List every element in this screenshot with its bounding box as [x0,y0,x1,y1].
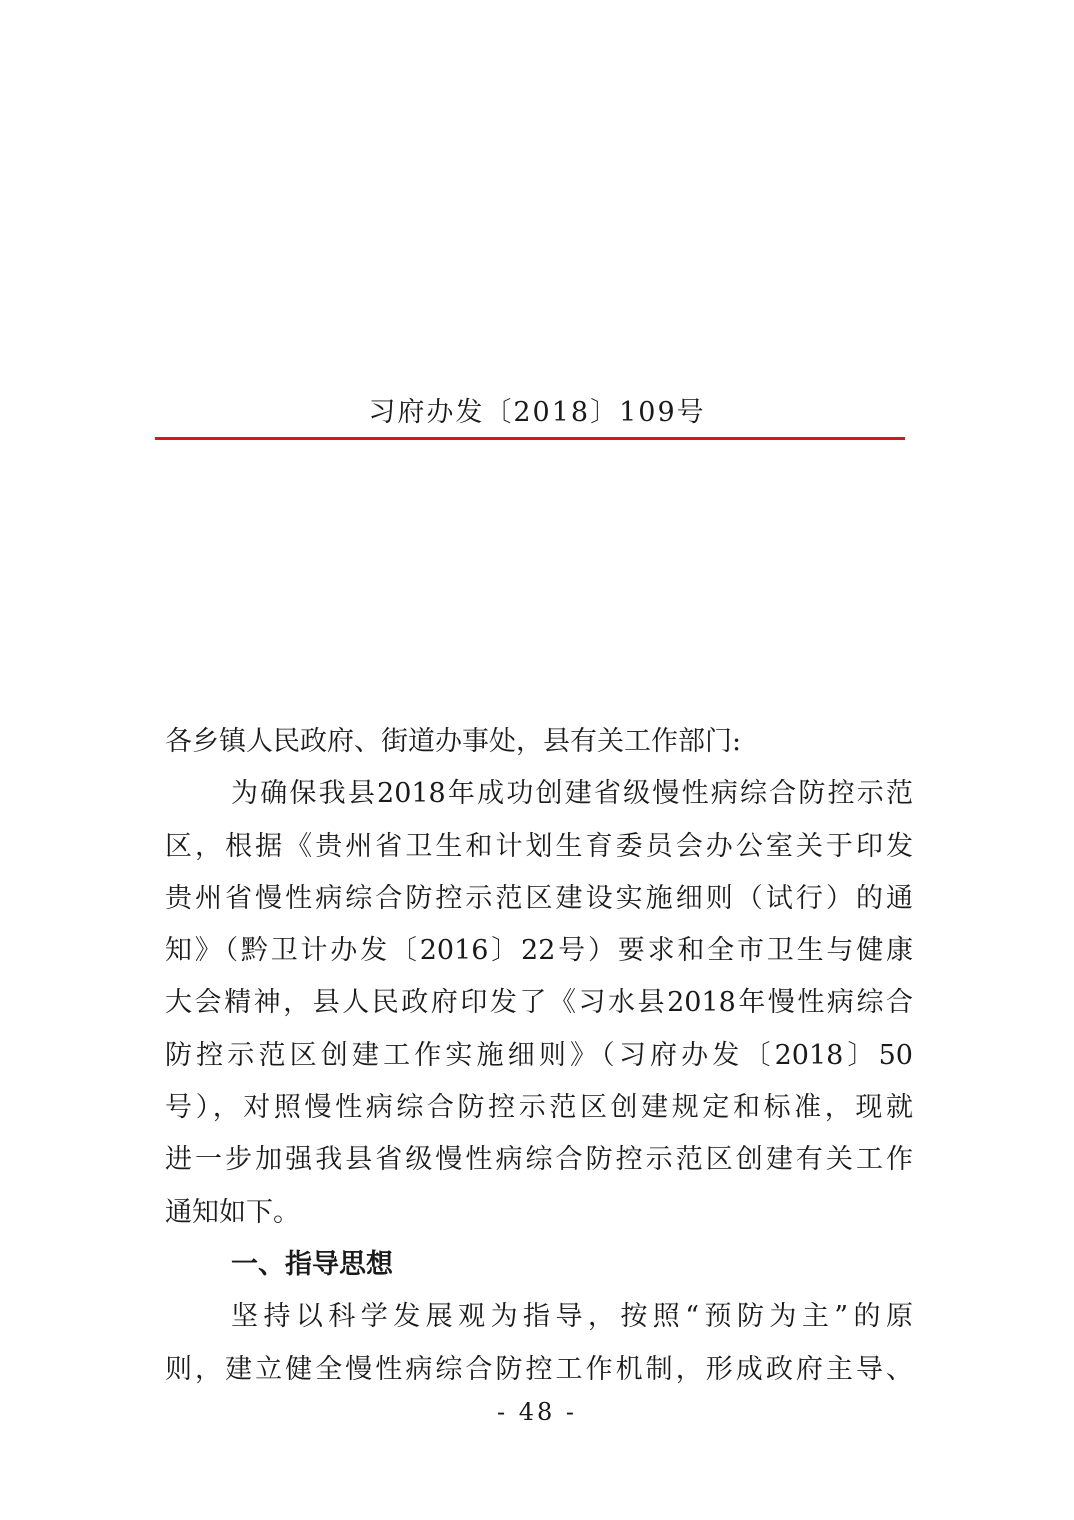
paragraph-line: 贵州省慢性病综合防控示范区建设实施细则（试行）的通 [165,882,913,914]
paragraph-line: 防控示范区创建工作实施细则》（习府办发〔2018〕50 [165,1039,913,1071]
section-heading: 一、指导思想 [231,1248,393,1280]
paragraph-line: 坚持以科学发展观为指导，按照“预防为主”的原 [231,1301,913,1333]
red-header-rule [155,437,905,440]
salutation: 各乡镇人民政府、街道办事处，县有关工作部门: [165,726,742,757]
paragraph-line: 则，建立健全慢性病综合防控工作机制，形成政府主导、 [165,1353,913,1385]
paragraph-line: 区，根据《贵州省卫生和计划生育委员会办公室关于印发 [165,830,913,862]
paragraph-line: 通知如下。 [165,1196,300,1228]
page-number: - 48 - [496,1398,577,1426]
document-body [165,716,913,1396]
paragraph-line: 大会精神，县人民政府印发了《习水县2018年慢性病综合 [165,987,913,1019]
paragraph-line: 知》（黔卫计办发〔2016〕22号）要求和全市卫生与健康 [165,935,913,967]
paragraph-line: 进一步加强我县省级慢性病综合防控示范区创建有关工作 [165,1144,913,1176]
paragraph-line: 号），对照慢性病综合防控示范区创建规定和标准，现就 [165,1092,913,1124]
document-number: 习府办发〔2018〕109号 [368,397,706,428]
paragraph-line: 为确保我县2018年成功创建省级慢性病综合防控示范 [231,778,913,810]
